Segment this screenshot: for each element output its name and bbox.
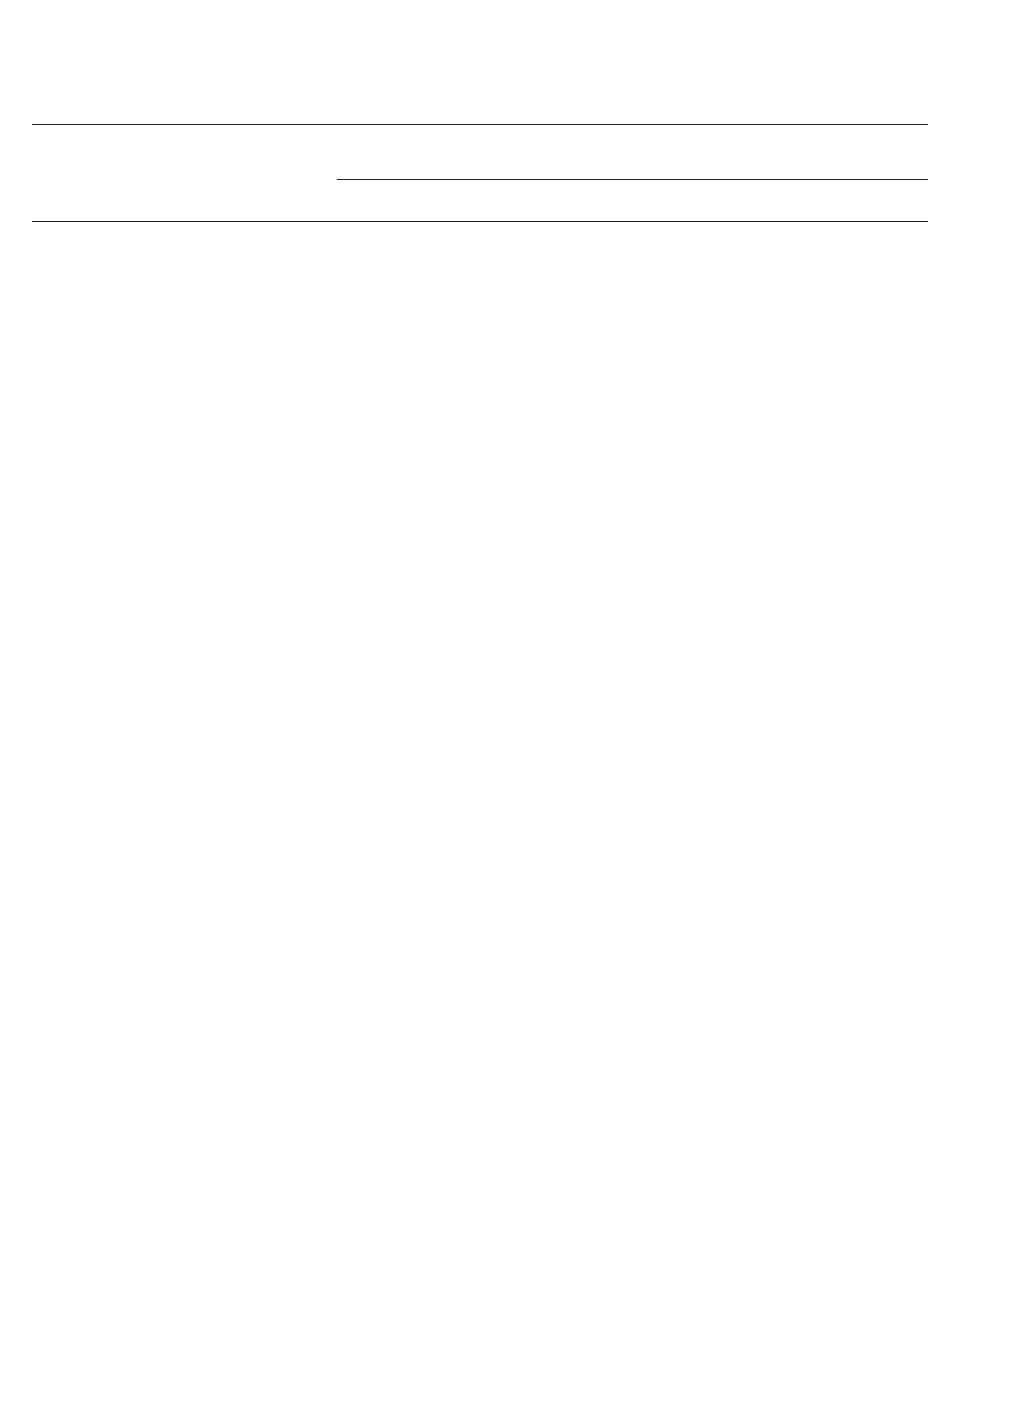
header-mid-rule <box>337 179 928 180</box>
header-bottom-rule <box>32 221 928 222</box>
header-top-rule <box>32 124 928 125</box>
